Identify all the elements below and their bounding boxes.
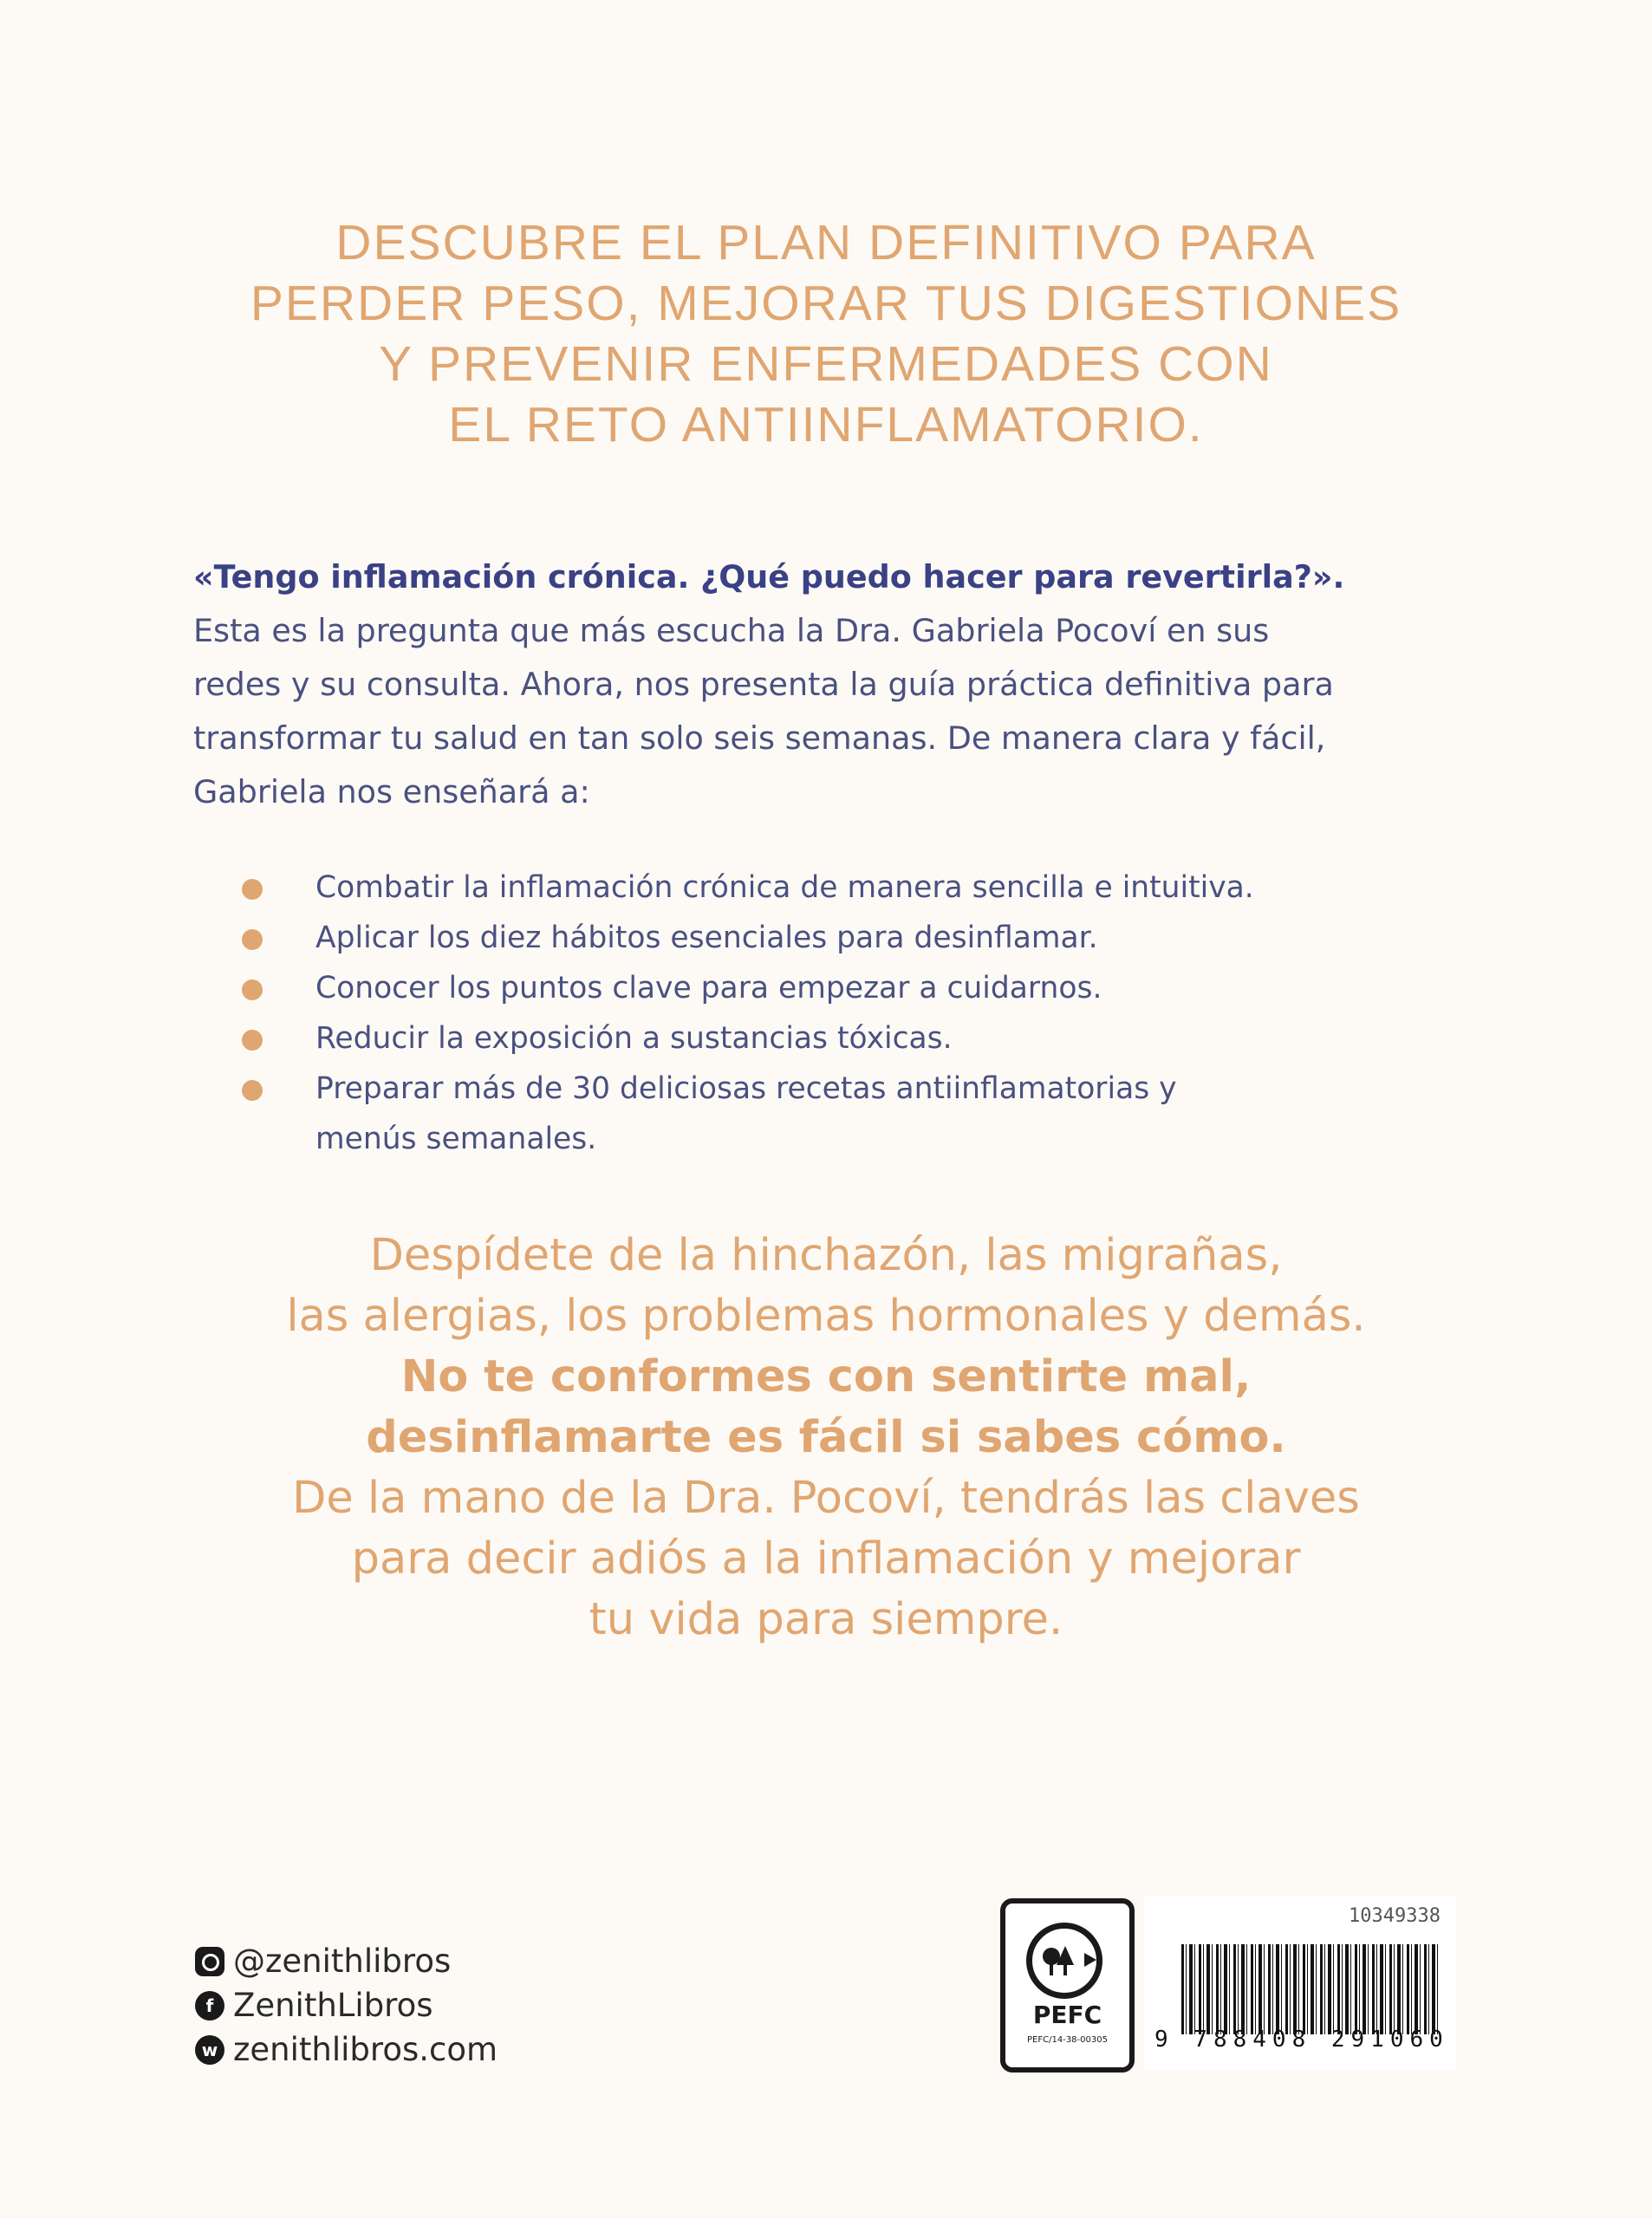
social-links <box>195 1939 498 2072</box>
facebook-handle: ZenithLibros <box>233 1987 433 2024</box>
closing-line: tu vida para siempre. <box>589 1594 1063 1645</box>
closing-bold-line: No te conformes con sentirte mal, <box>400 1351 1252 1402</box>
bullet-dot <box>242 979 263 1000</box>
web-icon: w <box>195 2035 224 2065</box>
pefc-label: PEFC <box>1032 2001 1102 2029</box>
headline-line: PERDER PESO, MEJORAR TUS DIGESTIONES <box>250 276 1402 331</box>
list-item-text: Conocer los puntos clave para empezar a cuidarnos. <box>315 971 1102 1005</box>
closing-text <box>0 1226 1652 1650</box>
facebook-icon: f <box>195 1991 224 2021</box>
barcode-bars <box>1181 1944 1441 2034</box>
pefc-tree-icon <box>1026 1923 1102 1999</box>
closing-line: Despídete de la hinchazón, las migrañas, <box>369 1230 1283 1281</box>
list-item-text: Aplicar los diez hábitos esenciales para desinflamar. <box>315 921 1098 955</box>
isbn-number: 9 788408 291060 <box>1154 2027 1449 2053</box>
list-item <box>231 1013 1357 1064</box>
headline-line: EL RETO ANTIINFLAMATORIO. <box>448 397 1204 452</box>
headline-line: Y PREVENIR ENFERMEDADES CON <box>379 336 1273 392</box>
instagram-handle: @zenithlibros <box>233 1942 452 1980</box>
list-item <box>231 913 1357 963</box>
list-item <box>231 963 1357 1013</box>
bullet-dot <box>242 1030 263 1051</box>
closing-line: para decir adiós a la inflamación y mejorar <box>351 1533 1301 1585</box>
intro-line: Gabriela nos enseñará a: <box>193 773 590 810</box>
pefc-tree-graphic <box>1032 1929 1096 1993</box>
list-item-text: Preparar más de 30 deliciosas recetas antiinflamatorias y <box>315 1071 1177 1106</box>
facebook-link[interactable] <box>195 1983 498 2027</box>
benefits-list <box>231 862 1357 1164</box>
pefc-code: PEFC/14-38-00305 <box>1027 2035 1108 2045</box>
intro-paragraph <box>193 550 1450 819</box>
headline-line: DESCUBRE EL PLAN DEFINITIVO PARA <box>335 215 1317 270</box>
closing-line: De la mano de la Dra. Pocoví, tendrás las claves <box>292 1473 1360 1524</box>
intro-question: «Tengo inflamación crónica. ¿Qué puedo hacer para revertirla?». <box>193 558 1345 595</box>
headline <box>0 212 1652 455</box>
barcode-block <box>1144 1897 1456 2070</box>
list-item-text: menús semanales. <box>315 1122 597 1156</box>
pefc-certification-logo <box>1000 1898 1135 2073</box>
bullet-dot <box>242 1080 263 1101</box>
instagram-icon <box>195 1947 224 1976</box>
website-link[interactable] <box>195 2027 498 2072</box>
list-item-text: Combatir la inflamación crónica de manera sencilla e intuitiva. <box>315 870 1254 905</box>
intro-line: transformar tu salud en tan solo seis semanas. De manera clara y fácil, <box>193 719 1326 757</box>
intro-line: redes y su consulta. Ahora, nos presenta la guía práctica definitiva para <box>193 666 1334 703</box>
closing-bold-line: desinflamarte es fácil si sabes cómo. <box>366 1412 1286 1463</box>
instagram-link[interactable] <box>195 1939 498 1983</box>
intro-line: Esta es la pregunta que más escucha la Dra. Gabriela Pocoví en sus <box>193 612 1270 649</box>
website-url: zenithlibros.com <box>233 2031 498 2068</box>
list-item <box>231 862 1357 913</box>
closing-line: las alergias, los problemas hormonales y demás. <box>286 1291 1366 1342</box>
bullet-dot <box>242 929 263 950</box>
list-item-text: Reducir la exposición a sustancias tóxicas. <box>315 1021 953 1056</box>
list-item <box>231 1064 1357 1164</box>
bullet-dot <box>242 879 263 900</box>
barcode-number: 10349338 <box>1349 1905 1441 1927</box>
